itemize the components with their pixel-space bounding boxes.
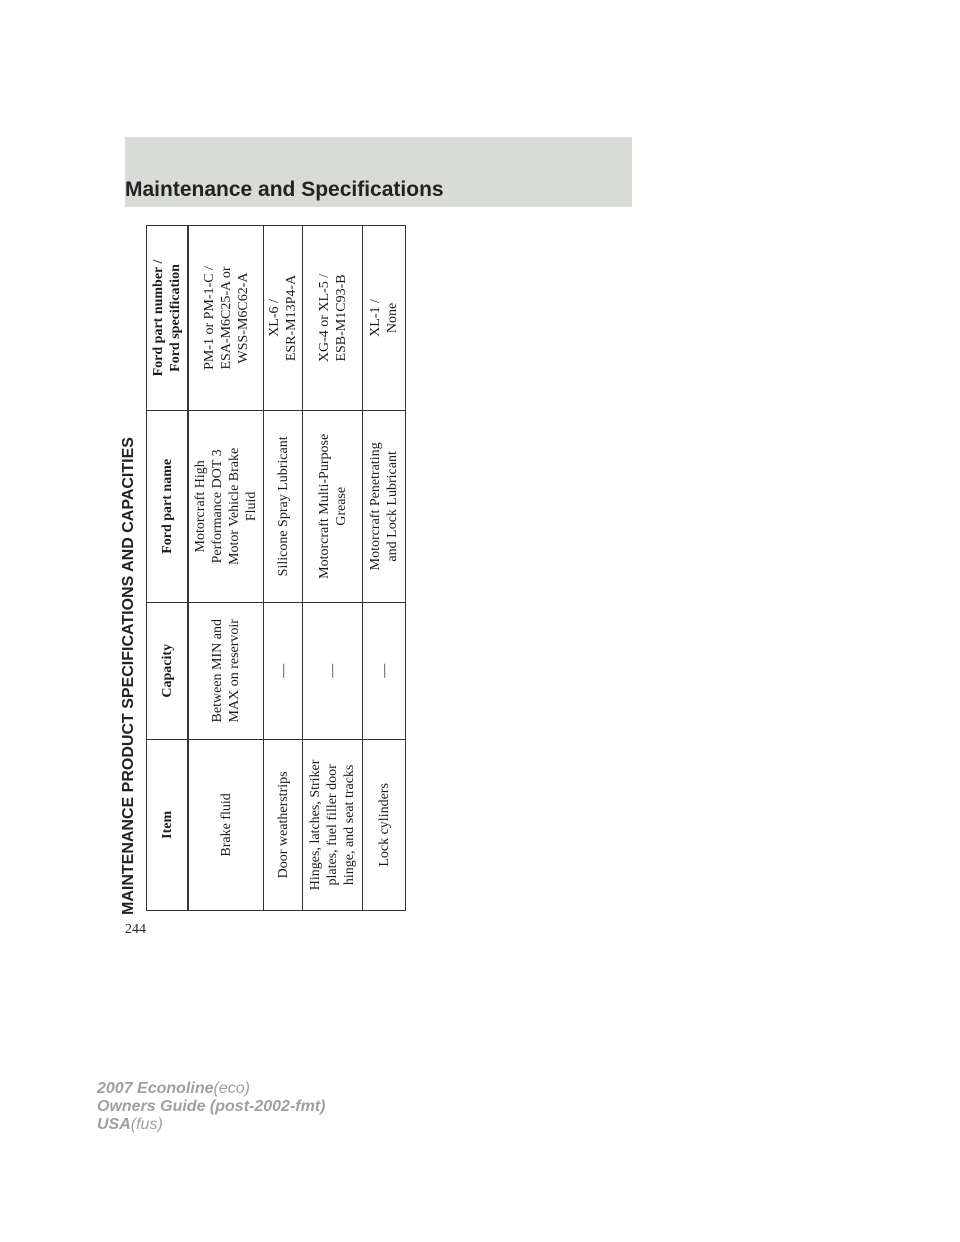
document-footer xyxy=(97,1080,325,1134)
column-header-part-name: Ford part name xyxy=(147,410,189,602)
cell-part-name xyxy=(188,410,264,602)
cell-line: — xyxy=(325,663,340,678)
table-title: MAINTENANCE PRODUCT SPECIFICATIONS AND CAPACITIES xyxy=(120,437,137,915)
column-header-item: Item xyxy=(147,739,189,910)
cell-capacity xyxy=(188,602,264,739)
cell-line: Brake fluid xyxy=(218,793,234,857)
column-header-part-number xyxy=(147,226,189,411)
page-number: 244 xyxy=(125,922,146,937)
cell-line: MAX on reservoir xyxy=(227,619,242,723)
cell-line: Hinges, latches, Striker xyxy=(308,759,323,891)
cell-line: Silicone Spray Lubricant xyxy=(275,436,291,577)
footer-line-1 xyxy=(97,1080,325,1098)
cell-line: ESA-M6C25-A or xyxy=(218,266,234,370)
cell-capacity xyxy=(363,602,406,739)
footer-model-code: (eco) xyxy=(213,1080,250,1097)
cell-capacity xyxy=(303,602,363,739)
cell-line: None xyxy=(385,302,400,334)
cell-line: — xyxy=(376,663,392,678)
cell-line: and Lock Lubricant xyxy=(385,451,400,562)
cell-part-name xyxy=(303,410,363,602)
cell-part-number xyxy=(363,226,406,411)
cell-line: Door weatherstrips xyxy=(275,771,291,879)
column-header-part-number-line2: Ford specification xyxy=(168,264,183,372)
cell-line: hinge, and seat tracks xyxy=(342,764,357,886)
footer-guide: Owners Guide (post-2002-fmt) xyxy=(97,1098,326,1115)
specifications-table-rotated xyxy=(118,225,408,915)
cell-capacity xyxy=(264,602,303,739)
cell-line: Motor Vehicle Brake xyxy=(227,447,242,565)
cell-part-name xyxy=(264,410,303,602)
cell-line: Lock cylinders xyxy=(376,783,392,867)
cell-line: XL-6 / xyxy=(267,299,282,337)
cell-line: Between MIN and xyxy=(210,619,225,723)
cell-part-number xyxy=(188,226,264,411)
cell-line: Grease xyxy=(333,486,349,526)
cell-line: PM-1 or PM-1-C / xyxy=(201,266,217,370)
footer-market: USA xyxy=(97,1116,131,1133)
cell-line: XG-4 or XL-5 / xyxy=(316,273,332,363)
footer-line-3 xyxy=(97,1116,325,1134)
cell-item xyxy=(303,739,363,910)
specifications-table xyxy=(146,225,406,911)
cell-part-number xyxy=(303,226,363,411)
cell-part-number xyxy=(264,226,303,411)
cell-item xyxy=(188,739,264,910)
cell-line: WSS-M6C62-A xyxy=(235,272,251,364)
cell-line: Performance DOT 3 xyxy=(210,449,225,564)
column-header-part-number-line1: Ford part number / xyxy=(151,259,166,377)
table-row xyxy=(188,226,264,911)
cell-line: ESR-M13P4-A xyxy=(284,274,299,362)
table-header-row xyxy=(147,226,189,911)
column-header-capacity: Capacity xyxy=(147,602,189,739)
table-row xyxy=(303,226,363,911)
table-row xyxy=(264,226,303,911)
section-title: Maintenance and Specifications xyxy=(125,178,444,201)
footer-model: 2007 Econoline xyxy=(97,1080,214,1097)
footer-market-code: (fus) xyxy=(130,1116,163,1133)
cell-line: Motorcraft Penetrating xyxy=(368,442,383,571)
cell-line: XL-1 / xyxy=(368,299,383,337)
cell-line: Motorcraft Multi-Purpose xyxy=(316,433,332,579)
cell-item xyxy=(363,739,406,910)
cell-line: plates, fuel filler door xyxy=(325,764,340,886)
cell-line: ESB-M1C93-B xyxy=(333,274,349,362)
cell-line: — xyxy=(275,663,291,678)
table-row xyxy=(363,226,406,911)
cell-item xyxy=(264,739,303,910)
cell-line: Fluid xyxy=(244,491,259,522)
cell-part-name xyxy=(363,410,406,602)
footer-line-2 xyxy=(97,1098,325,1116)
cell-line: Motorcraft High xyxy=(193,460,208,553)
